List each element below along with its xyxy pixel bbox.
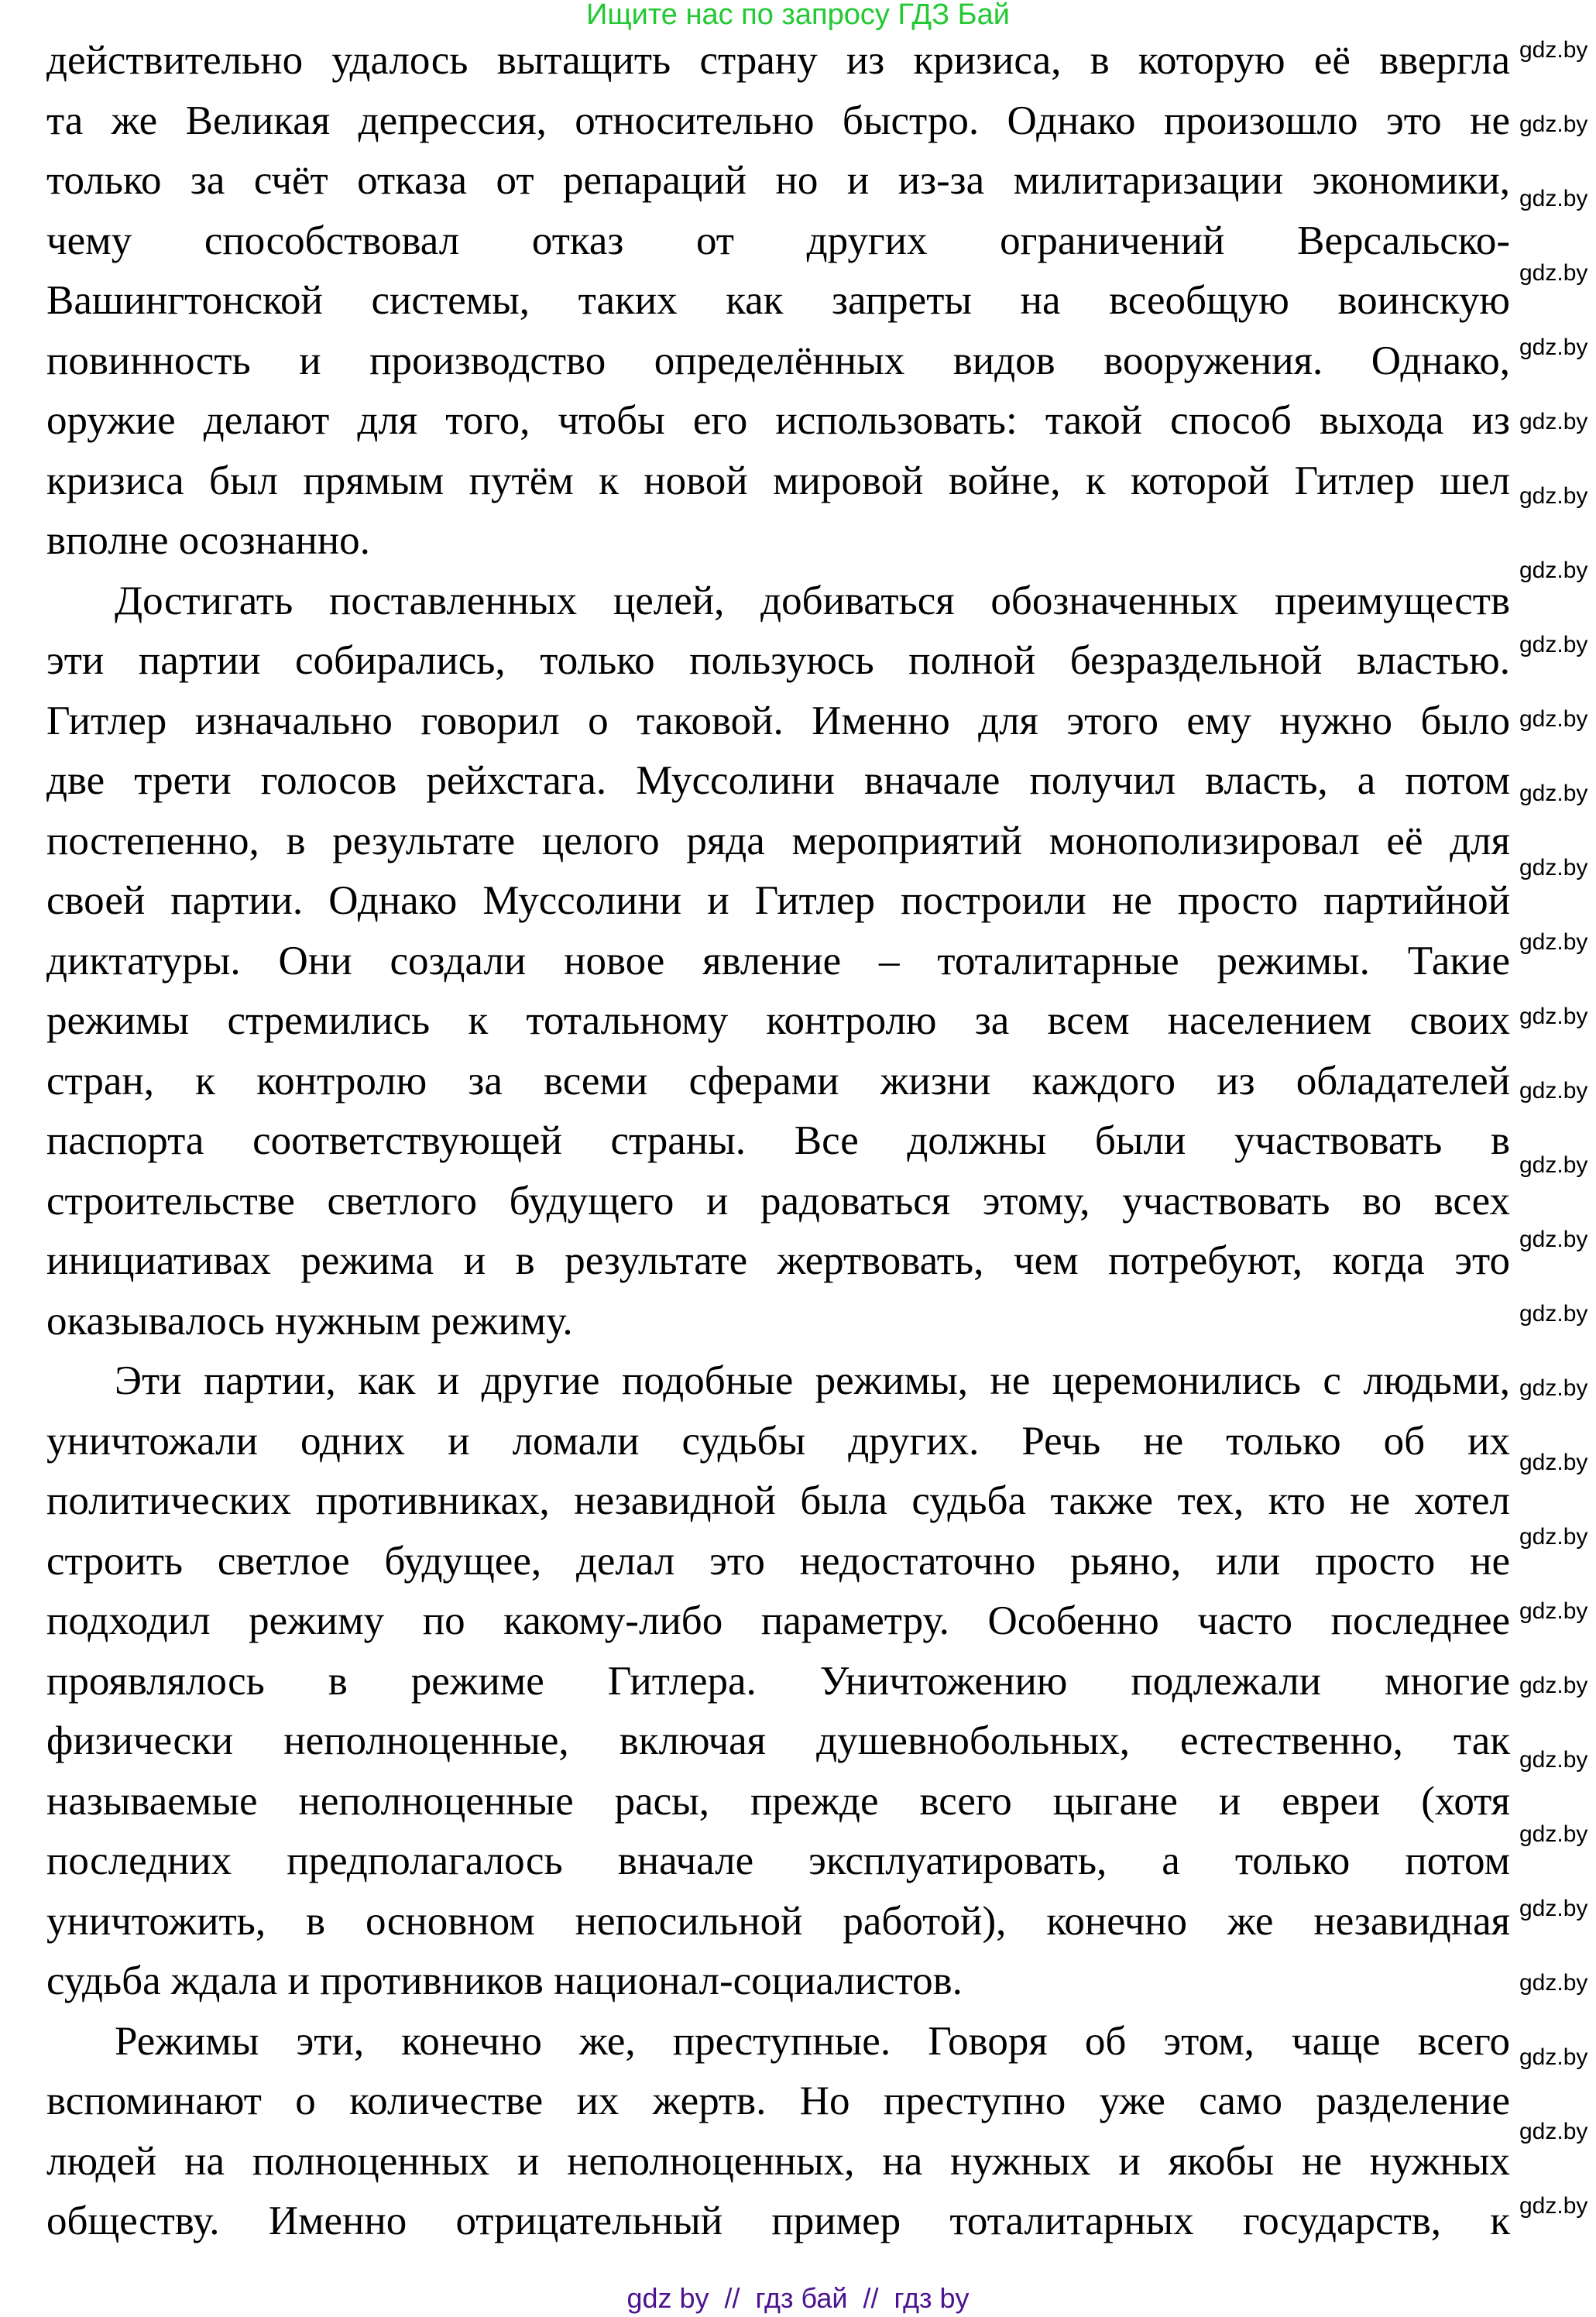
text-line: Режимы эти, конечно же, преступные. Говоря об этом, чаще всего	[115, 2018, 1510, 2064]
text-line: людей на полноценных и неполноценных, на нужных и якобы не нужных	[46, 2138, 1510, 2184]
footer-links: gdz by // гдз бай // гдз by	[626, 2282, 970, 2314]
text-line: только за счёт отказа от репараций но и из-за милитаризации экономики,	[46, 158, 1510, 203]
watermark: gdz.by	[1519, 632, 1588, 657]
text-line: та же Великая депрессия, относительно быстро. Однако произошло это не	[46, 98, 1510, 143]
text-line: оказывалось нужным режиму.	[46, 1298, 573, 1344]
text-line: оружие делают для того, чтобы его использовать: такой способ выхода из	[46, 398, 1510, 443]
watermark: gdz.by	[1519, 2044, 1588, 2070]
watermark: gdz.by	[1519, 37, 1588, 63]
watermark: gdz.by	[1519, 1227, 1588, 1252]
text-line: Достигать поставленных целей, добиваться обозначенных преимуществ	[115, 578, 1510, 623]
text-line: вполне осознанно.	[46, 518, 370, 563]
watermark: gdz.by	[1519, 1598, 1588, 1624]
text-line: своей партии. Однако Муссолини и Гитлер построили не просто партийной	[46, 878, 1510, 923]
text-line: чему способствовал отказ от других ограничений Версальско-	[46, 218, 1510, 263]
watermark: gdz.by	[1519, 781, 1588, 806]
document-body	[46, 31, 1510, 2252]
text-line: диктатуры. Они создали новое явление – тоталитарные режимы. Такие	[46, 938, 1510, 983]
text-line: стран, к контролю за всеми сферами жизни каждого из обладателей	[46, 1058, 1510, 1104]
watermark: gdz.by	[1519, 1152, 1588, 1178]
watermark: gdz.by	[1519, 1078, 1588, 1104]
watermark: gdz.by	[1519, 1301, 1588, 1327]
text-line: действительно удалось вытащить страну из кризиса, в которую её ввергла	[46, 38, 1510, 83]
text-line: постепенно, в результате целого ряда мероприятий монополизировал её для	[46, 818, 1510, 863]
watermark: gdz.by	[1519, 2119, 1588, 2144]
text-line: подходил режиму по какому-либо параметру. Особенно часто последнее	[46, 1598, 1510, 1643]
watermark: gdz.by	[1519, 558, 1588, 583]
text-line: проявлялось в режиме Гитлера. Уничтожению подлежали многие	[46, 1658, 1510, 1704]
text-line: режимы стремились к тотальному контролю за всем населением своих	[46, 998, 1510, 1043]
text-line: Эти партии, как и другие подобные режимы, не церемонились с людьми,	[115, 1358, 1510, 1403]
text-line: строительстве светлого будущего и радоваться этому, участвовать во всех	[46, 1178, 1510, 1224]
paragraph	[46, 572, 1510, 1352]
watermark: gdz.by	[1519, 335, 1588, 360]
text-line: паспорта соответствующей страны. Все должны были участвовать в	[46, 1118, 1510, 1163]
paragraph	[46, 31, 1510, 572]
text-line: Гитлер изначально говорил о таковой. Именно для этого ему нужно было	[46, 698, 1510, 743]
text-line: повинность и производство определённых видов вооружения. Однако,	[46, 338, 1510, 383]
watermark: gdz.by	[1519, 1673, 1588, 1698]
search-hint-banner: Ищите нас по запросу ГДЗ Бай	[586, 0, 1010, 31]
text-line: кризиса был прямым путём к новой мировой войне, к которой Гитлер шел	[46, 458, 1510, 503]
watermark: gdz.by	[1519, 1747, 1588, 1773]
watermark: gdz.by	[1519, 409, 1588, 434]
text-line: эти партии собирались, только пользуюсь полной безраздельной властью.	[46, 638, 1510, 683]
watermark: gdz.by	[1519, 706, 1588, 732]
paragraph	[46, 1351, 1510, 2012]
watermark: gdz.by	[1519, 1004, 1588, 1029]
text-line: политических противниках, незавидной была судьба также тех, кто не хотел	[46, 1478, 1510, 1523]
text-line: обществу. Именно отрицательный пример тоталитарных государств, к	[46, 2199, 1510, 2243]
text-line: судьба ждала и противников национал-социалистов.	[46, 1958, 963, 2003]
watermark: gdz.by	[1519, 855, 1588, 880]
watermark: gdz.by	[1519, 1450, 1588, 1475]
text-line: называемые неполноценные расы, прежде всего цыгане и евреи (хотя	[46, 1778, 1510, 1824]
text-line: Вашингтонской системы, таких как запреты на всеобщую воинскую	[46, 278, 1510, 323]
text-line: уничтожить, в основном непосильной работой), конечно же незавидная	[46, 1898, 1510, 1944]
watermark: gdz.by	[1519, 1375, 1588, 1401]
text-line: вспоминают о количестве их жертв. Но преступно уже само разделение	[46, 2078, 1510, 2123]
text-line: инициативах режима и в результате жертвовать, чем потребуют, когда это	[46, 1238, 1510, 1283]
watermark: gdz.by	[1519, 186, 1588, 211]
watermark: gdz.by	[1519, 112, 1588, 137]
watermark: gdz.by	[1519, 1524, 1588, 1550]
paragraph	[46, 2012, 1510, 2252]
watermark: gdz.by	[1519, 1970, 1588, 1996]
text-line: уничтожали одних и ломали судьбы других. Речь не только об их	[46, 1418, 1510, 1464]
watermark: gdz.by	[1519, 483, 1588, 509]
text-line: последних предполагалось вначале эксплуатировать, а только потом	[46, 1838, 1510, 1883]
text-line: две трети голосов рейхстага. Муссолини вначале получил власть, а потом	[46, 758, 1510, 803]
watermark: gdz.by	[1519, 929, 1588, 955]
watermark: gdz.by	[1519, 2193, 1588, 2219]
watermark: gdz.by	[1519, 260, 1588, 286]
text-line: строить светлое будущее, делал это недостаточно рьяно, или просто не	[46, 1538, 1510, 1584]
text-line: физически неполноценные, включая душевнобольных, естественно, так	[46, 1718, 1510, 1763]
watermark: gdz.by	[1519, 1821, 1588, 1847]
watermark: gdz.by	[1519, 1896, 1588, 1921]
